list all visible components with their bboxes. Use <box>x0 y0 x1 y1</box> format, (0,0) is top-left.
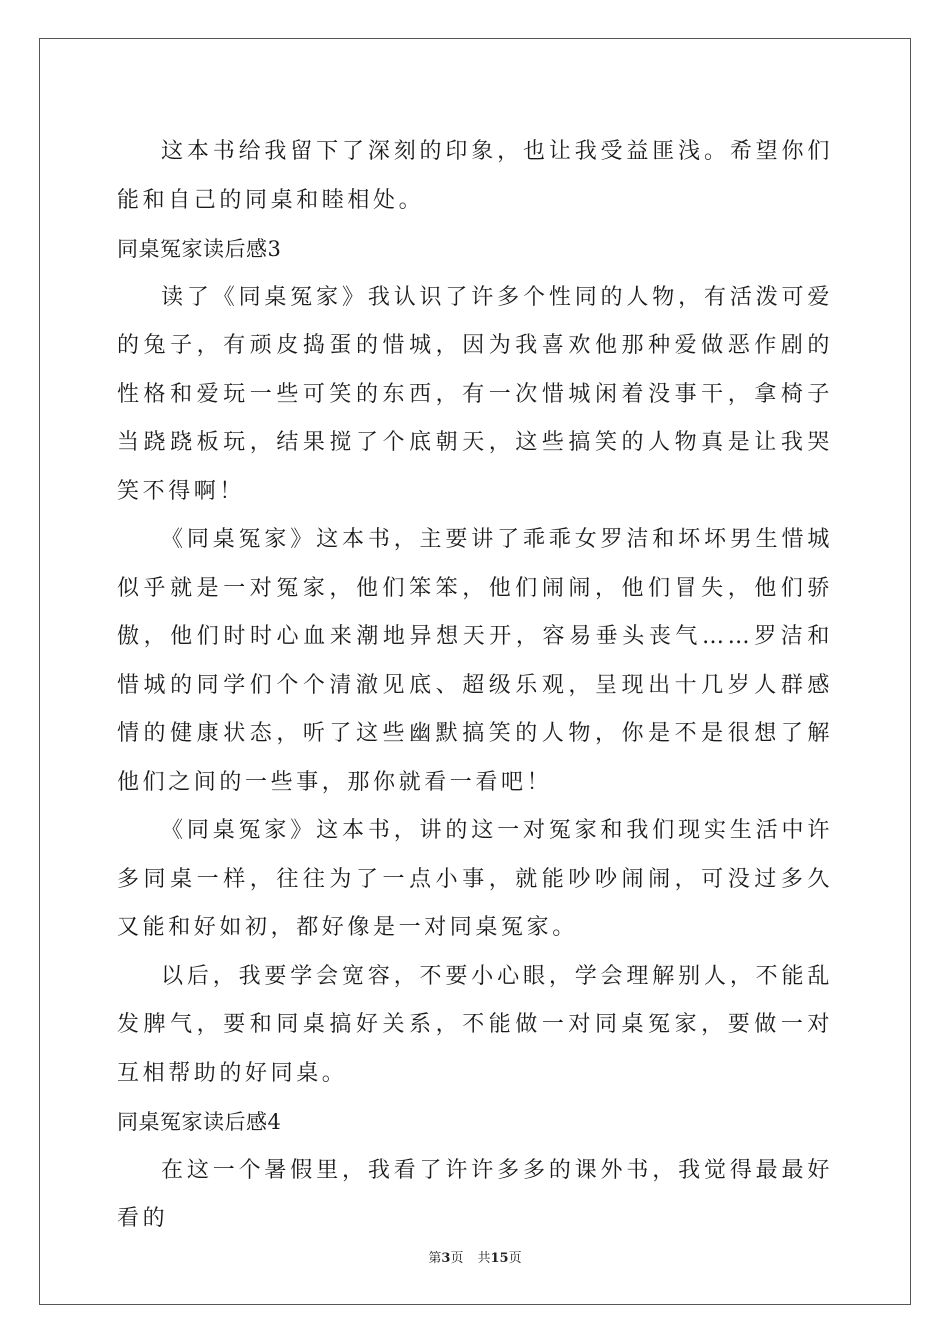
section-heading: 同桌冤家读后感3 <box>117 237 282 261</box>
page-suffix: 页 <box>450 1251 464 1266</box>
total-pages: 15 <box>490 1251 509 1266</box>
page-prefix: 第 <box>428 1251 442 1266</box>
page-number: 3 <box>441 1251 451 1266</box>
paragraph: 在这一个暑假里，我看了许许多多的课外书，我觉得最最好看的 <box>117 1157 833 1231</box>
total-suffix: 页 <box>508 1251 522 1266</box>
document-body <box>117 128 833 1244</box>
paragraph: 这本书给我留下了深刻的印象，也让我受益匪浅。希望你们能和自己的同桌和睦相处。 <box>117 139 833 213</box>
paragraph: 读了《同桌冤家》我认识了许多个性同的人物，有活泼可爱的兔子，有顽皮捣蛋的惜城，因为我喜欢他那种爱做恶作剧的性格和爱玩一些可笑的东西，有一次惜城闲着没事干，拿椅子当跷跷板玩，结果搅了个底朝天，这些搞笑的人物真是让我哭笑不得啊！ <box>117 284 833 504</box>
paragraph: 《同桌冤家》这本书，讲的这一对冤家和我们现实生活中许多同桌一样，往往为了一点小事，就能吵吵闹闹，可没过多久又能和好如初，都好像是一对同桌冤家。 <box>117 818 833 940</box>
paragraph: 《同桌冤家》这本书，主要讲了乖乖女罗洁和坏坏男生惜城似乎就是一对冤家，他们笨笨，他们闹闹，他们冒失，他们骄傲，他们时时心血来潮地异想天开，容易垂头丧气……罗洁和惜城的同学们个个清澈见底、超级乐观，呈现出十几岁人群感情的健康状态，听了这些幽默搞笑的人物，你是不是很想了解他们之间的一些事，那你就看一看吧！ <box>117 527 833 795</box>
section-heading: 同桌冤家读后感4 <box>117 1110 282 1134</box>
page-footer <box>0 1247 950 1266</box>
total-prefix: 共 <box>477 1251 491 1266</box>
paragraph: 以后，我要学会宽容，不要小心眼，学会理解别人，不能乱发脾气，要和同桌搞好关系，不能做一对同桌冤家，要做一对互相帮助的好同桌。 <box>117 963 833 1086</box>
